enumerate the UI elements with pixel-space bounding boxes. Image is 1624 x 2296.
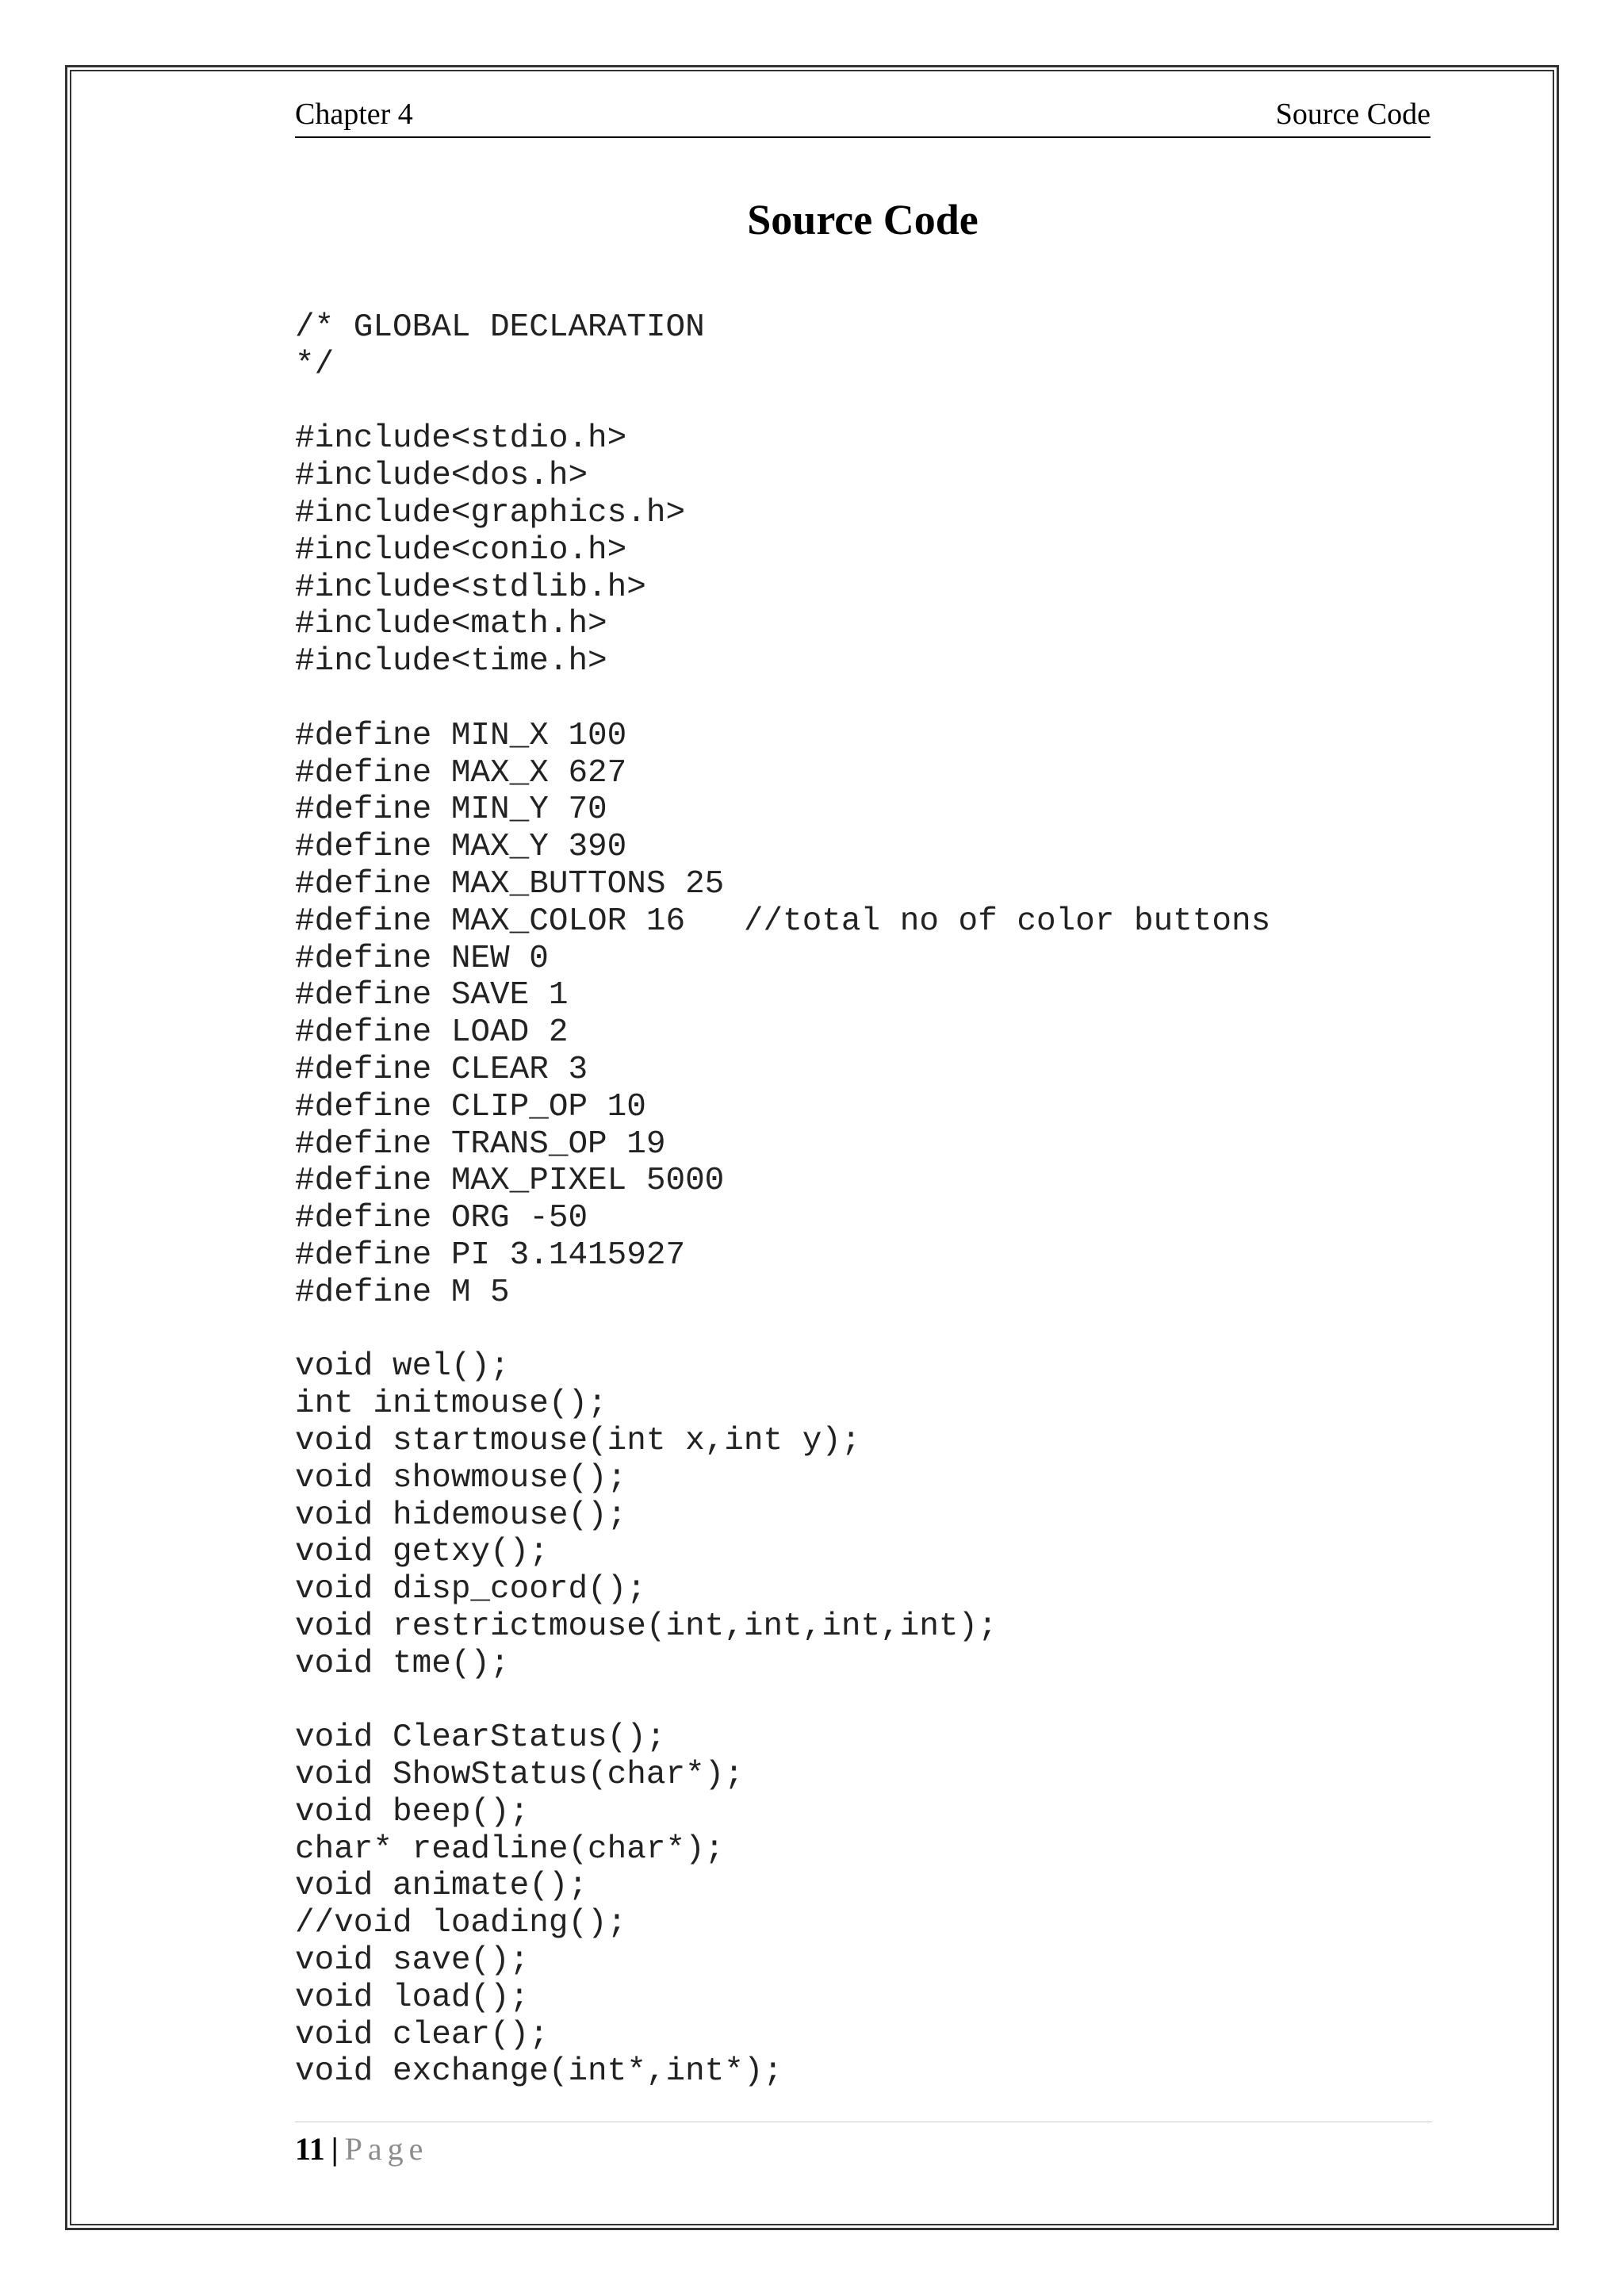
code-line: void startmouse(int x,int y); [295,1422,861,1459]
page-title: Source Code [747,196,979,243]
code-line: void hidemouse(); [295,1497,627,1534]
code-line: #include<stdlib.h> [295,569,646,606]
code-line: #define CLEAR 3 [295,1051,588,1088]
code-line [295,1682,1270,1719]
code-line: */ [295,346,335,383]
code-line: int initmouse(); [295,1386,607,1423]
code-line: void disp_coord(); [295,1571,646,1608]
code-line: #define MIN_X 100 [295,717,627,754]
code-line: #define M 5 [295,1274,510,1311]
code-line: /* GLOBAL DECLARATION [295,309,705,346]
code-line: void tme(); [295,1645,510,1682]
page-footer [295,2130,428,2168]
code-line: #define PI 3.1415927 [295,1236,686,1274]
running-header [295,97,1431,138]
code-line: #define MAX_BUTTONS 25 [295,865,725,903]
code-line: #include<dos.h> [295,458,588,495]
code-line: void save(); [295,1942,530,1980]
code-line [295,680,1270,718]
code-line: #include<stdio.h> [295,420,627,458]
code-line: #define MAX_Y 390 [295,829,627,866]
code-line: void ClearStatus(); [295,1719,666,1757]
code-line: #define MAX_X 627 [295,754,627,792]
code-line: void animate(); [295,1868,588,1905]
code-line: void restrictmouse(int,int,int,int); [295,1608,998,1645]
code-listing [295,309,1270,2091]
code-line: //void loading(); [295,1905,627,1942]
code-line: #define NEW 0 [295,940,549,977]
code-line: #define CLIP_OP 10 [295,1088,646,1125]
code-line: void getxy(); [295,1534,549,1571]
code-line: #define TRANS_OP 19 [295,1125,666,1163]
code-line [295,384,1270,421]
code-line: void clear(); [295,2016,549,2053]
code-line: char* readline(char*); [295,1830,725,1868]
code-line: #define SAVE 1 [295,977,569,1014]
code-line: void ShowStatus(char*); [295,1757,744,1794]
code-line: void beep(); [295,1793,530,1830]
code-line: #include<time.h> [295,643,607,680]
footer-separator: | [331,2131,339,2167]
page-number: 11 [295,2131,325,2167]
code-line: #define LOAD 2 [295,1014,569,1052]
code-line: #define ORG -50 [295,1200,588,1237]
code-line: #include<graphics.h> [295,494,686,531]
code-line [295,1312,1270,1349]
code-line: #include<conio.h> [295,531,627,569]
code-line: void showmouse(); [295,1459,627,1497]
header-chapter: Chapter 4 [295,98,413,131]
code-line: #include<math.h> [295,606,607,643]
page-label: Page [344,2131,429,2167]
header-section: Source Code [1275,98,1431,131]
code-line: void load(); [295,1979,530,2016]
code-line: #define MAX_COLOR 16 //total no of color buttons [295,903,1271,940]
code-line: void wel(); [295,1348,510,1386]
code-line: #define MAX_PIXEL 5000 [295,1163,725,1200]
code-line: void exchange(int*,int*); [295,2053,783,2091]
code-line: #define MIN_Y 70 [295,792,607,829]
